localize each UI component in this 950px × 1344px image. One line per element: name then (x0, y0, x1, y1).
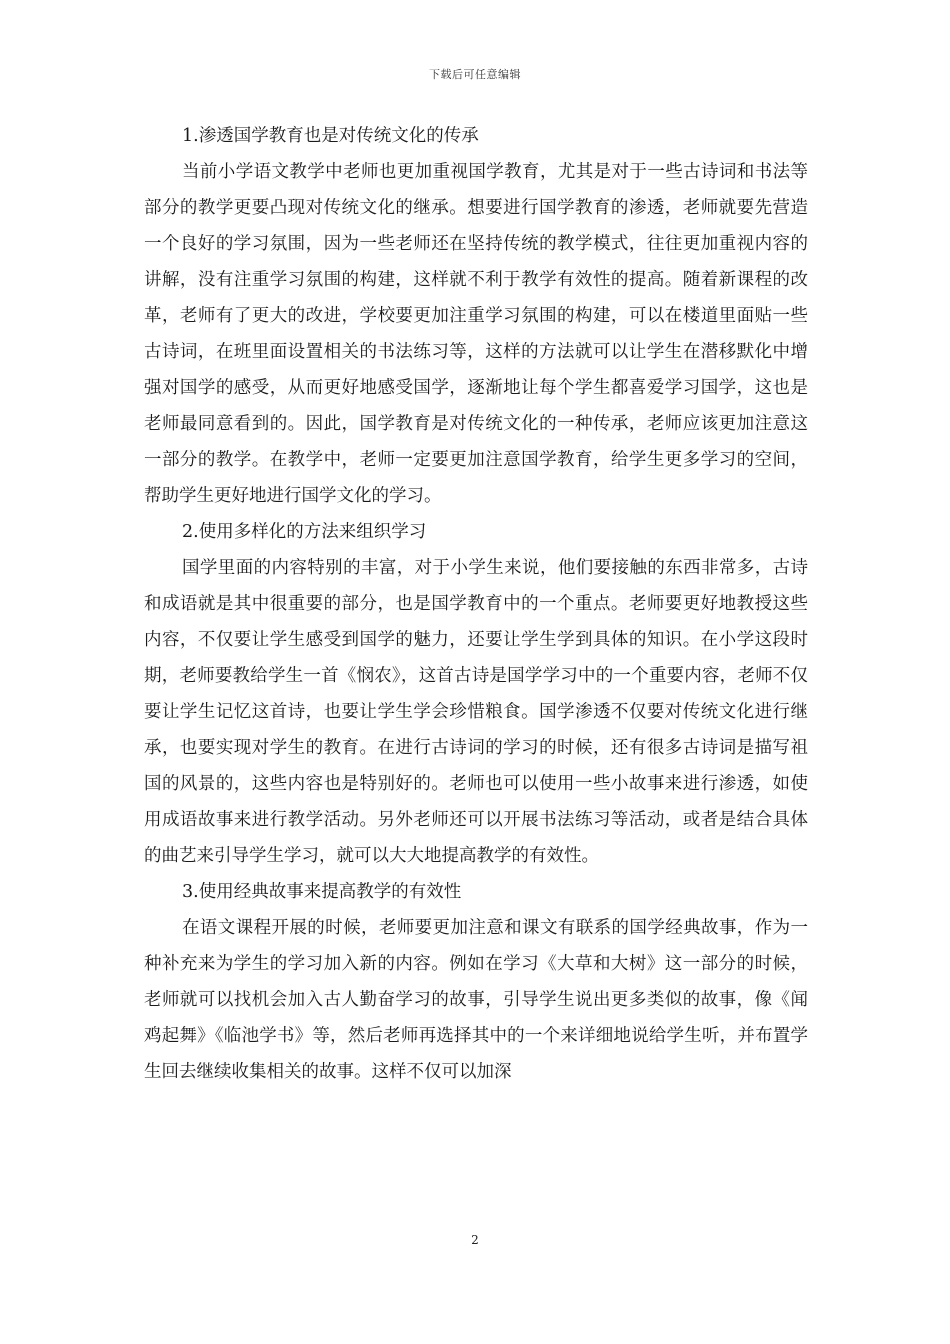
body-paragraph-3: 在语文课程开展的时候，老师要更加注意和课文有联系的国学经典故事，作为一种补充来为学生的学习加入新的内容。例如在学习《大草和大树》这一部分的时候，老师就可以找机会加入古人勤奋学习的故事，引导学生说出更多类似的故事，像《闻鸡起舞》《临池学书》等，然后老师再选择其中的一个来详细地说给学生听，并布置学生回去继续收集相关的故事。这样不仅可以加深 (144, 918, 808, 1082)
section-heading-2: 2.使用多样化的方法来组织学习 (182, 522, 427, 542)
body-paragraph-1: 当前小学语文教学中老师也更加重视国学教育，尤其是对于一些古诗词和书法等部分的教学更要凸现对传统文化的继承。想要进行国学教育的渗透，老师就要先营造一个良好的学习氛围，因为一些老师还在坚持传统的教学模式，往往更加重视内容的讲解，没有注重学习氛围的构建，这样就不利于教学有效性的提高。随着新课程的改革，老师有了更大的改进，学校要更加注重学习氛围的构建，可以在楼道里面贴一些古诗词，在班里面设置相关的书法练习等，这样的方法就可以让学生在潜移默化中增强对国学的感受，从而更好地感受国学，逐渐地让每个学生都喜爱学习国学，这也是老师最同意看到的。因此，国学教育是对传统文化的一种传承，老师应该更加注意这一部分的教学。在教学中，老师一定要更加注意国学教育，给学生更多学习的空间，帮助学生更好地进行国学文化的学习。 (144, 162, 808, 506)
page-number: 2 (471, 1233, 479, 1247)
document-body (144, 118, 808, 1090)
body-paragraph-2: 国学里面的内容特别的丰富，对于小学生来说，他们要接触的东西非常多，古诗和成语就是其中很重要的部分，也是国学教育中的一个重点。老师要更好地教授这些内容，不仅要让学生感受到国学的魅力，还要让学生学到具体的知识。在小学这段时期，老师要教给学生一首《悯农》，这首古诗是国学学习中的一个重要内容，老师不仅要让学生记忆这首诗，也要让学生学会珍惜粮食。国学渗透不仅要对传统文化进行继承，也要实现对学生的教育。在进行古诗词的学习的时候，还有很多古诗词是描写祖国的风景的，这些内容也是特别好的。老师也可以使用一些小故事来进行渗透，如使用成语故事来进行教学活动。另外老师还可以开展书法练习等活动，或者是结合具体的曲艺来引导学生学习，就可以大大地提高教学的有效性。 (144, 558, 808, 866)
section-heading-1: 1.渗透国学教育也是对传统文化的传承 (182, 126, 479, 146)
page-header: 下载后可任意编辑 (429, 68, 521, 81)
section-heading-3: 3.使用经典故事来提高教学的有效性 (182, 882, 462, 902)
